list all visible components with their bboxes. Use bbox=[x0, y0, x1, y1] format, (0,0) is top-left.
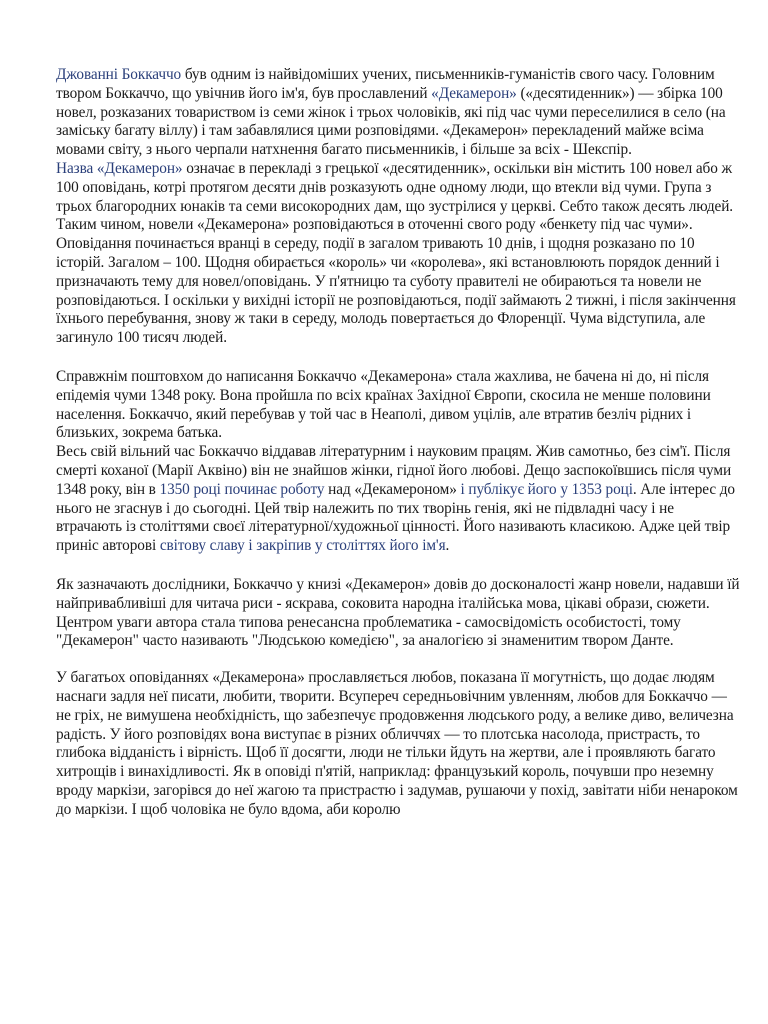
body-text: над «Декамероном» bbox=[324, 480, 461, 498]
paragraph-name-meaning bbox=[56, 160, 742, 348]
body-text: Весь свій вільний час Боккаччо віддавав літературним і науковим працям. Жив самотньо, без сім'ї. Після смерті коханої (Марії Аквіно) він не знайшов жінки, гідної його любові. Дещо заспокоївшись після чуми 1348 року, він в bbox=[56, 443, 732, 498]
hyperlink-text[interactable]: світову славу і закріпив у століттях його ім'я bbox=[159, 537, 446, 555]
document-body bbox=[56, 66, 742, 819]
paragraph-impulse bbox=[56, 368, 742, 443]
body-text: Справжнім поштовхом до написання Боккаччо «Декамерона» стала жахлива, не бачена ні до, ні після епідемія чуми 1348 року. Вона пройшла по всіх країнах Західної Європи, скосила не менше половини населення. Боккаччо, який перебував у той час в Неаполі, дивом уцілів, але втратив безліч рідних і близьких, зокрема батька. bbox=[56, 367, 711, 442]
body-text: У багатьох оповіданнях «Декамерона» прославляється любов, показана її могутність, що додає людям наснаги задля неї писати, любити, творити. Всупереч середньовічним увленням, любов для Боккаччо — не гріх, не вимушена необхідність, що забезпечує продовження людського роду, а велике диво, величезна радість. У його розповідях вона виступає в різних обличчях — то плотська насолода, пристрасть, то глибока відданість і вірність. Щоб її досягти, люди не тільки йдуть на жертви, але і проявляють багато хитрощів і винахідливості. Як в оповіді п'ятій, наприклад: французький король, почувши про неземну вроду маркізи, загорівся до неї жагою та пристрастю і задумав, рушаючи у похід, завітати ніби ненароком до маркізи. І щоб чоловіка не було вдома, аби королю bbox=[56, 669, 738, 818]
hyperlink-text[interactable]: 1350 році починає роботу bbox=[159, 480, 325, 498]
hyperlink-text[interactable]: і публікує його у 1353 році bbox=[460, 480, 633, 498]
body-text: («десятиденник») — збірка 100 новел, розказаних товариством із семи жінок і трьох чоловіків, які під час чуми переселилися в село (на заміську багату віллу) і там забавлялися цими розповідями. «Декамерон» перекладений майже всіма мовами світу, з нього черпали натхнення багато письменників, і більше за всіх - Шекспір. bbox=[56, 84, 726, 159]
hyperlink-text[interactable]: «Декамерон» bbox=[431, 84, 517, 102]
paragraph-free-time bbox=[56, 443, 742, 556]
paragraph-spacer bbox=[56, 348, 742, 368]
body-text: був одним із найвідоміших учених, письменників-гуманістів свого часу. Головним твором Боккаччо, що увічнив його ім'я, був прославлений bbox=[56, 66, 715, 102]
paragraph-spacer bbox=[56, 651, 742, 669]
body-text: означає в перекладі з грецької «десятиденник», оскільки він містить 100 новел або ж 100 оповідань, котрі протягом десяти днів розказують одне одному люди, що втекли від чуми. Група з трьох благородних юнаків та семи високородних дам, що зустрілися у церкві. Себто також десять людей. Таким чином, новели «Декамерона» розповідаються в оточенні свого роду «бенкету під час чуми». Оповідання починається вранці в середу, події в загалом тривають 10 днів, і щодня розказано по 10 історій. Загалом – 100. Щодня обирається «король» чи «королева», які встановлюють порядок денний і призначають тему для новел/оповідань. У п'ятницю та суботу правителі не обираються та новели не розповідаються. І оскільки у вихідні історії не розповідаються, події займають 2 тижні, і після закінчення їхнього перебування, знову ж таки в середу, молодь повертається до Флоренції. Чума відступила, але загинуло 100 тисяч людей. bbox=[56, 159, 736, 347]
hyperlink-text[interactable]: Назва «Декамерон» bbox=[56, 159, 183, 177]
body-text: . Але інтерес до нього не згаснув і до сьогодні. Цей твір належить по тих творінь генія, які не підвладні часу і не втрачають із століттями своєї літературної/художньої цінності. Його називають класикою. Адже цей твір приніс авторові bbox=[56, 480, 735, 555]
body-text: Як зазначають дослідники, Боккаччо у книзі «Декамерон» довів до досконалості жанр новели, надавши їй найпривабливіші для читача риси - яскрава, соковита народна італійська мова, цікаві образи, сюжети. Центром уваги автора стала типова ренесансна проблематика - самосвідомість особистості, тому "Декамерон" часто називають "Людською комедією", за аналогією зі знаменитим твором Данте. bbox=[56, 575, 740, 650]
paragraph-love bbox=[56, 669, 742, 819]
body-text: . bbox=[445, 537, 450, 555]
paragraph-spacer bbox=[56, 556, 742, 576]
hyperlink-text[interactable]: Джованні Боккаччо bbox=[56, 66, 182, 83]
paragraph-intro bbox=[56, 66, 742, 160]
paragraph-researchers bbox=[56, 576, 742, 651]
